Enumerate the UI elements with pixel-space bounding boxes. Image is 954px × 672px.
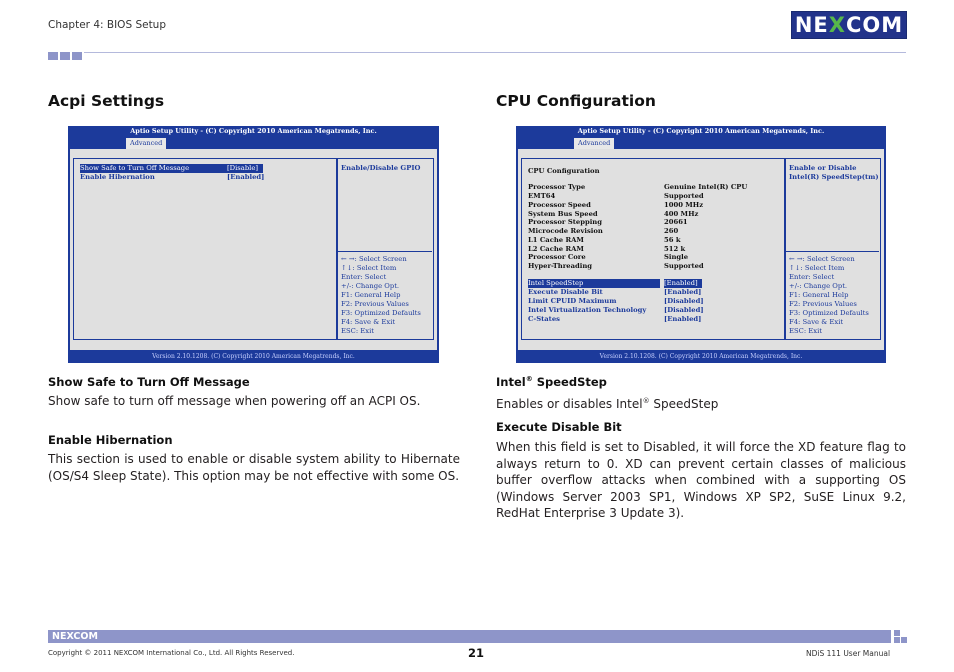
execute-disable-title: Execute Disable Bit: [496, 420, 622, 434]
bios-item-label-1[interactable]: Execute Disable Bit: [528, 288, 603, 296]
bios-key-line: F3: Optimized Defaults: [789, 309, 869, 317]
bios-title-bar: Aptio Setup Utility - (C) Copyright 2010 American Megatrends, Inc.: [130, 127, 377, 135]
bios-help-text: Intel(R) SpeedStep(tm): [789, 173, 879, 181]
bios-item-value-0[interactable]: [Enabled]: [664, 279, 702, 288]
header-square: [72, 52, 82, 60]
bios-section-heading: CPU Configuration: [528, 167, 600, 175]
bios-item-label-3[interactable]: Intel Virtualization Technology: [528, 306, 647, 314]
cpu-info-value: Genuine Intel(R) CPU: [664, 183, 748, 191]
footer-logo: NEXCOM: [52, 631, 98, 642]
bios-key-line: +/-: Change Opt.: [341, 282, 400, 290]
execute-disable-text: When this field is set to Disabled, it will force the XD feature flag to always return to 0. XD can prevent certain classes of malicious buffer overflow attacks when combined with a supporting OS (Windows Server 2003 SP1, Windows XP SP2, SuSE Linux 9.2, RedHat Enterprise 3 Update 3).: [496, 440, 906, 520]
cpu-info-label: Processor Speed: [528, 201, 591, 209]
bios-help-text: Enable/Disable GPIO: [341, 164, 421, 172]
footer-bar: [48, 630, 891, 643]
intel-speedstep-title: Intel® SpeedStep: [496, 375, 607, 389]
bios-item-label-2[interactable]: Limit CPUID Maximum: [528, 297, 617, 305]
bios-key-line: F4: Save & Exit: [341, 318, 396, 326]
bios-key-line: +/-: Change Opt.: [789, 282, 848, 290]
cpu-bios-screen: [516, 126, 886, 363]
header-square: [48, 52, 58, 60]
bios-item-label-0[interactable]: Intel SpeedStep: [528, 279, 660, 288]
bios-item-label-0[interactable]: Show Safe to Turn Off Message: [80, 164, 230, 173]
acpi-settings-title: Acpi Settings: [48, 92, 165, 110]
bios-key-line: ← →: Select Screen: [789, 255, 855, 263]
acpi-bios-screen: [68, 126, 439, 363]
bios-key-line: F1: General Help: [341, 291, 401, 299]
cpu-info-label: Hyper-Threading: [528, 262, 593, 270]
bios-key-line: F2: Previous Values: [789, 300, 857, 308]
cpu-info-label: EMT64: [528, 192, 556, 200]
bios-help-divider: [336, 251, 432, 252]
bios-key-line: ← →: Select Screen: [341, 255, 407, 263]
cpu-info-value: 20661: [664, 218, 688, 226]
bios-item-value-4[interactable]: [Enabled]: [664, 315, 702, 323]
bios-help-text: Enable or Disable: [789, 164, 857, 172]
chapter-label: Chapter 4: BIOS Setup: [48, 19, 167, 31]
cpu-info-value: 400 MHz: [664, 210, 699, 218]
intel-speedstep-text: Enables or disables Intel® SpeedStep: [496, 397, 719, 411]
bios-key-line: Enter: Select: [341, 273, 387, 281]
enable-hibernation-text: This section is used to enable or disable system ability to Hibernate (OS/S4 Sleep State). This option may be not effective with some OS.: [48, 452, 460, 483]
manual-name: NDiS 111 User Manual: [806, 649, 891, 658]
footer-square: [894, 630, 900, 636]
footer-square: [901, 637, 907, 643]
nexcom-logo: NE X COM: [791, 11, 907, 39]
bios-item-value-0[interactable]: [Disable]: [227, 164, 263, 173]
bios-body: [518, 149, 884, 350]
show-safe-text: Show safe to turn off message when powering off an ACPI OS.: [48, 394, 421, 408]
header-rule: [84, 52, 906, 53]
enable-hibernation-title: Enable Hibernation: [48, 433, 173, 447]
cpu-config-title: CPU Configuration: [496, 92, 656, 110]
bios-item-value-1[interactable]: [Enabled]: [227, 173, 265, 181]
page-number: 21: [468, 646, 485, 660]
bios-item-value-1[interactable]: [Enabled]: [664, 288, 702, 296]
cpu-info-label: Microcode Revision: [528, 227, 603, 235]
cpu-info-value: Supported: [664, 262, 704, 270]
bios-version-bar: Version 2.10.1208. (C) Copyright 2010 American Megatrends, Inc.: [599, 353, 803, 360]
show-safe-title: Show Safe to Turn Off Message: [48, 375, 250, 389]
bios-key-line: F2: Previous Values: [341, 300, 409, 308]
bios-item-label-4[interactable]: C-States: [528, 315, 560, 323]
cpu-info-value: 260: [664, 227, 679, 235]
bios-tab-advanced[interactable]: Advanced: [126, 138, 166, 149]
cpu-info-label: System Bus Speed: [528, 210, 598, 218]
cpu-info-label: Processor Core: [528, 253, 586, 261]
bios-key-line: Enter: Select: [789, 273, 835, 281]
bios-key-line: F3: Optimized Defaults: [341, 309, 421, 317]
header-square: [60, 52, 70, 60]
bios-key-line: ↑↓: Select Item: [341, 264, 397, 272]
bios-item-value-3[interactable]: [Disabled]: [664, 306, 704, 314]
bios-version-bar: Version 2.10.1208. (C) Copyright 2010 American Megatrends, Inc.: [152, 353, 355, 360]
bios-title-bar: Aptio Setup Utility - (C) Copyright 2010 American Megatrends, Inc.: [577, 127, 825, 135]
bios-key-line: F4: Save & Exit: [789, 318, 844, 326]
footer-square: [894, 637, 900, 643]
bios-key-line: ↑↓: Select Item: [789, 264, 845, 272]
bios-tab-advanced[interactable]: Advanced: [574, 138, 614, 149]
cpu-info-value: Supported: [664, 192, 704, 200]
copyright-text: Copyright © 2011 NEXCOM International Co., Ltd. All Rights Reserved.: [48, 649, 295, 657]
bios-help-divider: [784, 251, 879, 252]
bios-key-line: ESC: Exit: [341, 327, 374, 335]
cpu-info-label: Processor Stepping: [528, 218, 602, 226]
bios-body: [70, 149, 437, 350]
cpu-info-label: L1 Cache RAM: [528, 236, 584, 244]
cpu-info-value: Single: [664, 253, 689, 261]
bios-key-line: F1: General Help: [789, 291, 849, 299]
cpu-info-label: L2 Cache RAM: [528, 245, 584, 253]
bios-key-line: ESC: Exit: [789, 327, 822, 335]
cpu-info-label: Processor Type: [528, 183, 586, 191]
bios-item-value-2[interactable]: [Disabled]: [664, 297, 704, 305]
cpu-info-value: 1000 MHz: [664, 201, 704, 209]
cpu-info-value: 512 k: [664, 245, 686, 253]
bios-main-panel: [73, 158, 338, 340]
cpu-info-value: 56 k: [664, 236, 681, 244]
bios-item-label-1[interactable]: Enable Hibernation: [80, 173, 155, 181]
